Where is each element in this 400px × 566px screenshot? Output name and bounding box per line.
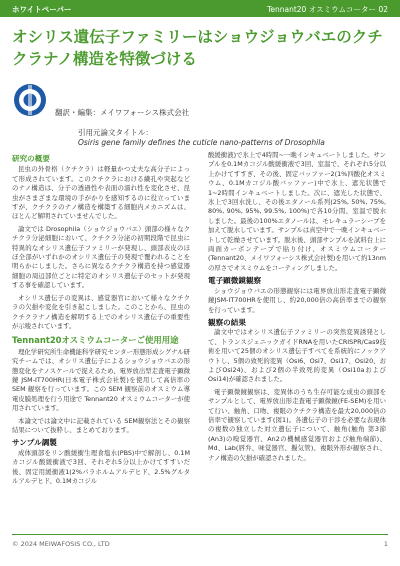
left-column [12, 152, 190, 489]
body-paragraph: 昆虫の外骨格（クチクラ）は軽量かつ丈夫な高分子によって形成されています。このクチクラにおける繊孔や突起などのナノ構造は、分子の透過性や表面の濡れ性を変化させ、昆虫がさまざまな環境の手がかりを感知するのに役立っていますが、クチクラのナノ構造を構築する細胞内メカニズムは、ほとんど解明されていませんでした。 [12, 165, 190, 221]
page-header-bar [0, 0, 400, 17]
section-heading: 研究の概要 [12, 154, 50, 163]
citation-title: Osiris gene family defines the cuticle nano-patterns of Drosophila [78, 138, 325, 147]
article-title: オシリス遺伝子ファミリーはショウジョウバエのクチクラナノ構造を特徴づける [12, 28, 383, 68]
translation-credit: 翻訳・編集：メイワフォーシス株式会社 [55, 108, 190, 117]
citation-label: 引用元論文タイトル： [78, 128, 153, 137]
section-heading: 観察の結果 [208, 317, 246, 327]
right-column [208, 151, 386, 466]
meiwafosis-logo-icon [12, 82, 48, 118]
header-category: ホワイトペーパー [12, 5, 72, 14]
body-paragraph: 電子顕微鏡観察は、変異体のうち生存可能な成虫の頭部をサンプルとして、電界放出形走査電子顕微鏡(FE-SEM)を用いて行い、触角、口吻、複眼のクチクラ構造を最大20,000倍の倍率で観察しています(図1)。各遺伝子の干渉を必要な表現体の複数の独立した対立遺伝子について、触角(触角 第3節(An3)の嗅覚器官、An2の機械感覚器官および触角端節)、Md、Lab(唇弁、味覚器官、擬気管)、複眼外形が観察され、ナノ構造の欠損が確認されました。 [208, 387, 386, 462]
body-paragraph: 成体頭部をリン酸緩衝生理食塩水(PBS)中で解剖し、0.1Mカコジル酸緩衝液で3回、それぞれ5分以上かけてすすいだ後、固定用緩衝液1(2%パラホルムアルデヒド、2.5%グルタルアルデヒド、0.1Mカコジル [12, 448, 190, 485]
section-heading: 電子顕微鏡観察 [208, 276, 262, 286]
footer-divider [12, 534, 388, 535]
body-paragraph: 本論文では論文中に記載されている SEM観察法とその観察結果について抜粋し、まとめております。 [12, 416, 190, 434]
section-heading: サンプル調製 [12, 438, 57, 448]
page-number: 1 [383, 540, 388, 548]
body-paragraph: 論文中ではオシリス遺伝子ファミリーの突然変異誘発として、トランスジェニックガイドRNAを用いたCRISPR/Cas9技術を用いて25個のオシリス遺伝子すべてを系統的にノックアウトし、5個の致死的変異（Osi6、Osi7、Osi17、Osi20、およびOsi24)、および2個の半致死的変異（Osi10aおよびOsi14)が確認されました。 [208, 328, 386, 384]
copyright: © 2024 MEIWAFOSIS CO., LTD [12, 540, 110, 548]
body-paragraph: 酸緩衝液)で氷上で4時間~一晩インキュベートしました。サンプルを0.1Mカコジル酸緩衝液で3回、室温で、それぞれ5分以上かけてすすぎ、その後、固定バッファー2(1%四酸化オスミウム、0.1Mカコジル酸バッファー)中で氷上、遮光状態で1~2時間インキュベートしました。次に、遮光した状態で、氷上で3回水洗し、その後エタノール系列(25%, 50%, 75%, 80%, 90%, 95%, 99.5%, 100%)で各10分間、室温で脱水しました。最後の100%エタノールは、モレキュラーシーブを加えて脱水しています。サンプルは真空中で一晩インキュベートして乾燥させています。脱水後、頭部サンプルを試料台上に両面カーボンテープで貼り付け、オスミウムコーター(Tennant20、メイワフォーシス株式会社製)を用いて約13nmの厚さでオスミウムをコーティングしました。 [208, 151, 386, 272]
body-paragraph: ショウジョウバエの形態観察には電界放出形走査電子顕微鏡JSM-IT700HRを使用し、約20,000倍の高倍率までの観察を行っています。 [208, 286, 386, 314]
body-paragraph: オシリス遺伝子の変異は、感覚器官において様々なクチクラの欠損や変化を引き起こしました。このことから、昆虫のクチクラナノ構造を解明する上でのオシリス遺伝子の重要性が示唆されています。 [12, 293, 190, 330]
body-paragraph: 論文では Drosophila（ショウジョウバエ）頭部の様々なクチクラ分泌細胞において、クチクラ分泌の初期段階で昆虫に特異的なオシリス遺伝子ファミリーが発現し、頭部表皮のほぼ全部がいずれかのオシリス遺伝子の発現で覆われることを明らかにしました。さらに異なるクチクラ構造を持つ感覚器細胞の周辺部位ごとに特定のオシリス遺伝子のセットが発現する事を確認しています。 [12, 224, 190, 290]
body-paragraph: 理化学研究所生命機能科学研究センター形態形成シグナル研究チームでは、オシリス遺伝子によるショウジョウバエの形態変化をナノスケールで捉えるため、電界放出型走査電子顕微鏡 JSM-IT700HR(日本電子株式会社製)を使用して高倍率の SEM 観察を行っています。この SEM 観察前のオスミウム導電皮膜処理を行う用途で Tennant20 オスミウムコーターが使用されています。 [12, 347, 190, 413]
section-heading: Tennant20オスミウムコーターご使用用途 [12, 335, 179, 346]
header-product: Tennant20 オスミウムコーター 02 [267, 5, 388, 14]
